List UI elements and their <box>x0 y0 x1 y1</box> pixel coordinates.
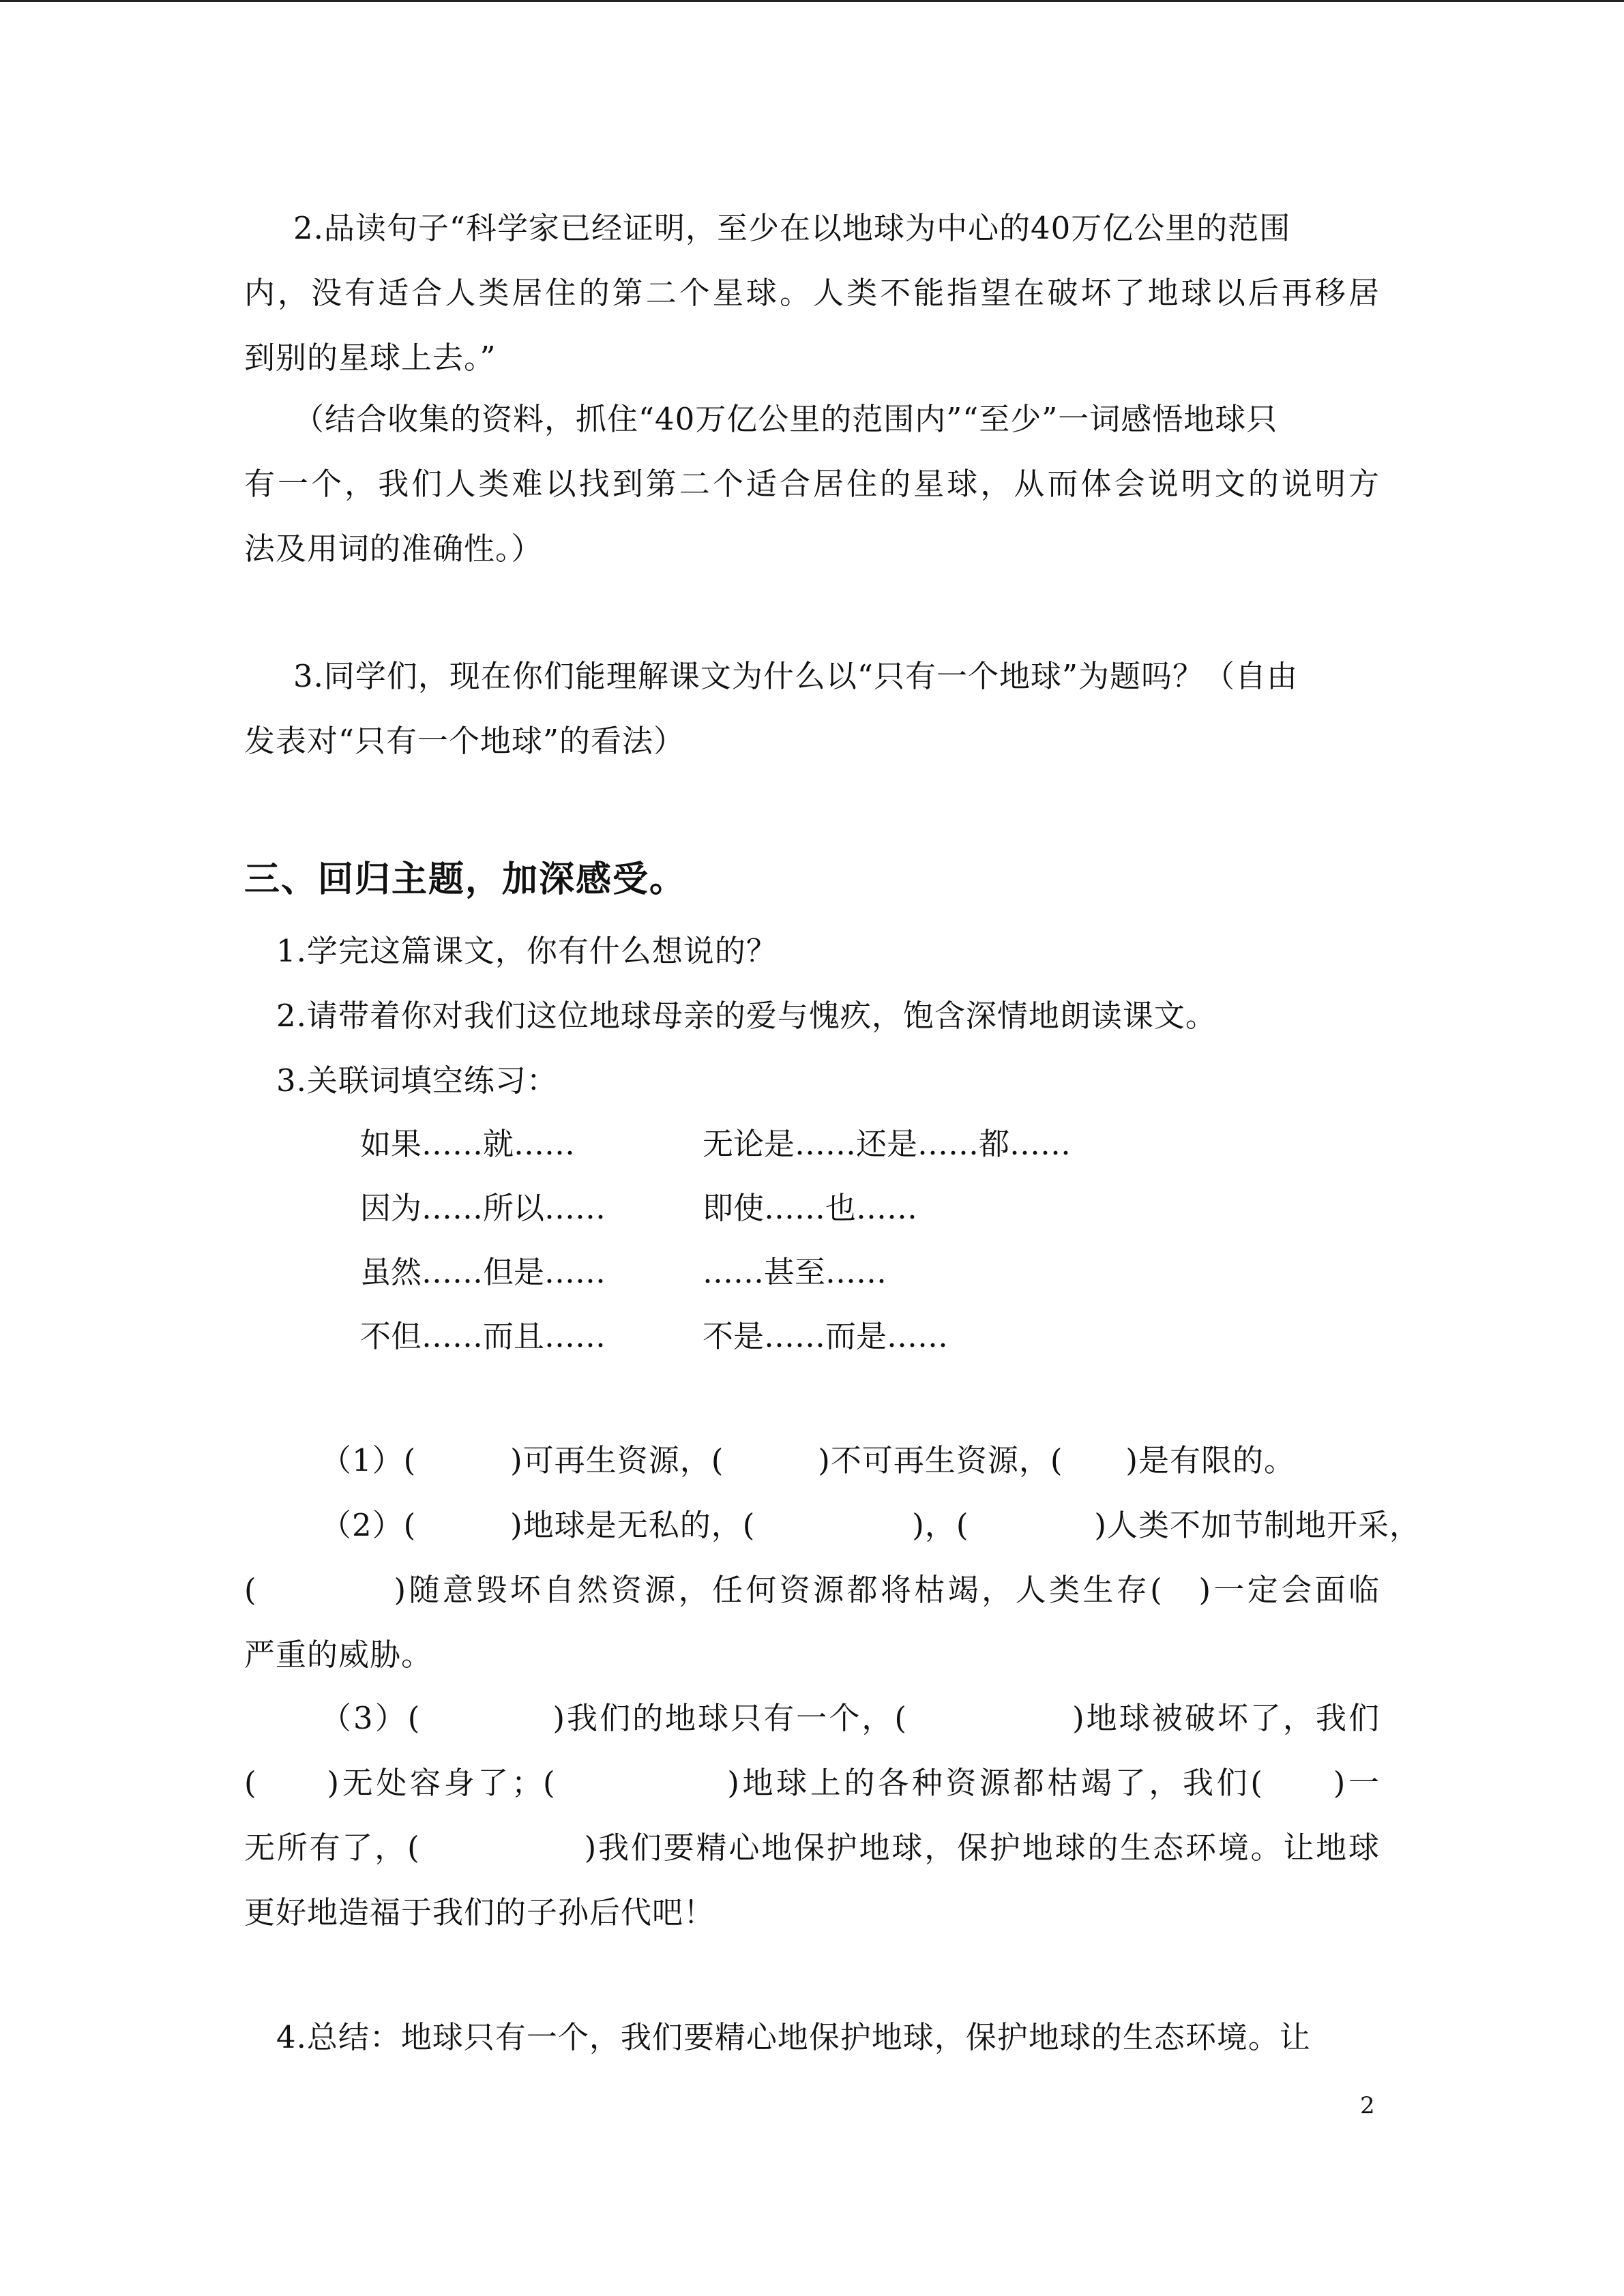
section-heading: 三、回归主题，加深感受。 <box>244 859 687 900</box>
q2-line-1: 2.品读句子“科学家已经证明，至少在以地球为中心的40万亿公里的范围 <box>293 210 1291 246</box>
q2-hint-line-3: 法及用词的准确性。） <box>244 531 543 567</box>
q2-line-2: 内，没有适合人类居住的第二个星球。人类不能指望在破坏了地球以后再移居 <box>244 275 1380 311</box>
exercise-3-line-2: ( )无处容身了；( )地球上的各种资源都枯竭了，我们( )一 <box>244 1765 1380 1801</box>
conjunction-item: 不但……而且…… <box>360 1318 606 1354</box>
exercise-1: （1）( )可再生资源，( )不可再生资源，( )是有限的。 <box>321 1442 1295 1478</box>
item-3: 3.关联词填空练习： <box>276 1062 558 1099</box>
item-2: 2.请带着你对我们这位地球母亲的爱与愧疚，饱含深情地朗读课文。 <box>276 998 1217 1034</box>
conjunction-item: 虽然……但是…… <box>360 1254 606 1290</box>
exercise-2-line-1: （2）( )地球是无私的，( )，( )人类不加节制地开采， <box>321 1507 1421 1543</box>
page-number: 2 <box>1360 2092 1375 2119</box>
summary-line: 4.总结：地球只有一个，我们要精心地保护地球，保护地球的生态环境。让 <box>276 2019 1311 2055</box>
conjunction-item: 如果……就…… <box>360 1126 576 1162</box>
q2-line-3: 到别的星球上去。” <box>244 340 497 376</box>
conjunction-item: 不是……而是…… <box>703 1318 949 1354</box>
q3-line-2: 发表对“只有一个地球”的看法） <box>244 723 685 759</box>
conjunction-item: 无论是……还是……都…… <box>703 1126 1072 1162</box>
item-1: 1.学完这篇课文，你有什么想说的？ <box>276 933 778 969</box>
q2-hint-line-1: （结合收集的资料，抓住“40万亿公里的范围内”“至少”一词感悟地球只 <box>293 401 1278 437</box>
q2-hint-line-2: 有一个，我们人类难以找到第二个适合居住的星球，从而体会说明文的说明方 <box>244 466 1380 502</box>
q3-line-1: 3.同学们，现在你们能理解课文为什么以“只有一个地球”为题吗？（自由 <box>293 658 1298 694</box>
exercise-3-line-1: （3）( )我们的地球只有一个，( )地球被破坏了，我们 <box>321 1700 1380 1736</box>
conjunction-item: 即使……也…… <box>703 1190 918 1226</box>
conjunction-item: ……甚至…… <box>703 1254 887 1290</box>
exercise-2-line-3: 严重的威胁。 <box>244 1637 433 1673</box>
exercise-3-line-4: 更好地造福于我们的子孙后代吧！ <box>244 1894 715 1930</box>
exercise-3-line-3: 无所有了，( )我们要精心地保护地球，保护地球的生态环境。让地球 <box>244 1830 1380 1866</box>
exercise-2-line-2: ( )随意毁坏自然资源，任何资源都将枯竭，人类生存( )一定会面临 <box>244 1572 1380 1608</box>
page-top-border <box>0 0 1624 2</box>
conjunction-item: 因为……所以…… <box>360 1190 606 1226</box>
